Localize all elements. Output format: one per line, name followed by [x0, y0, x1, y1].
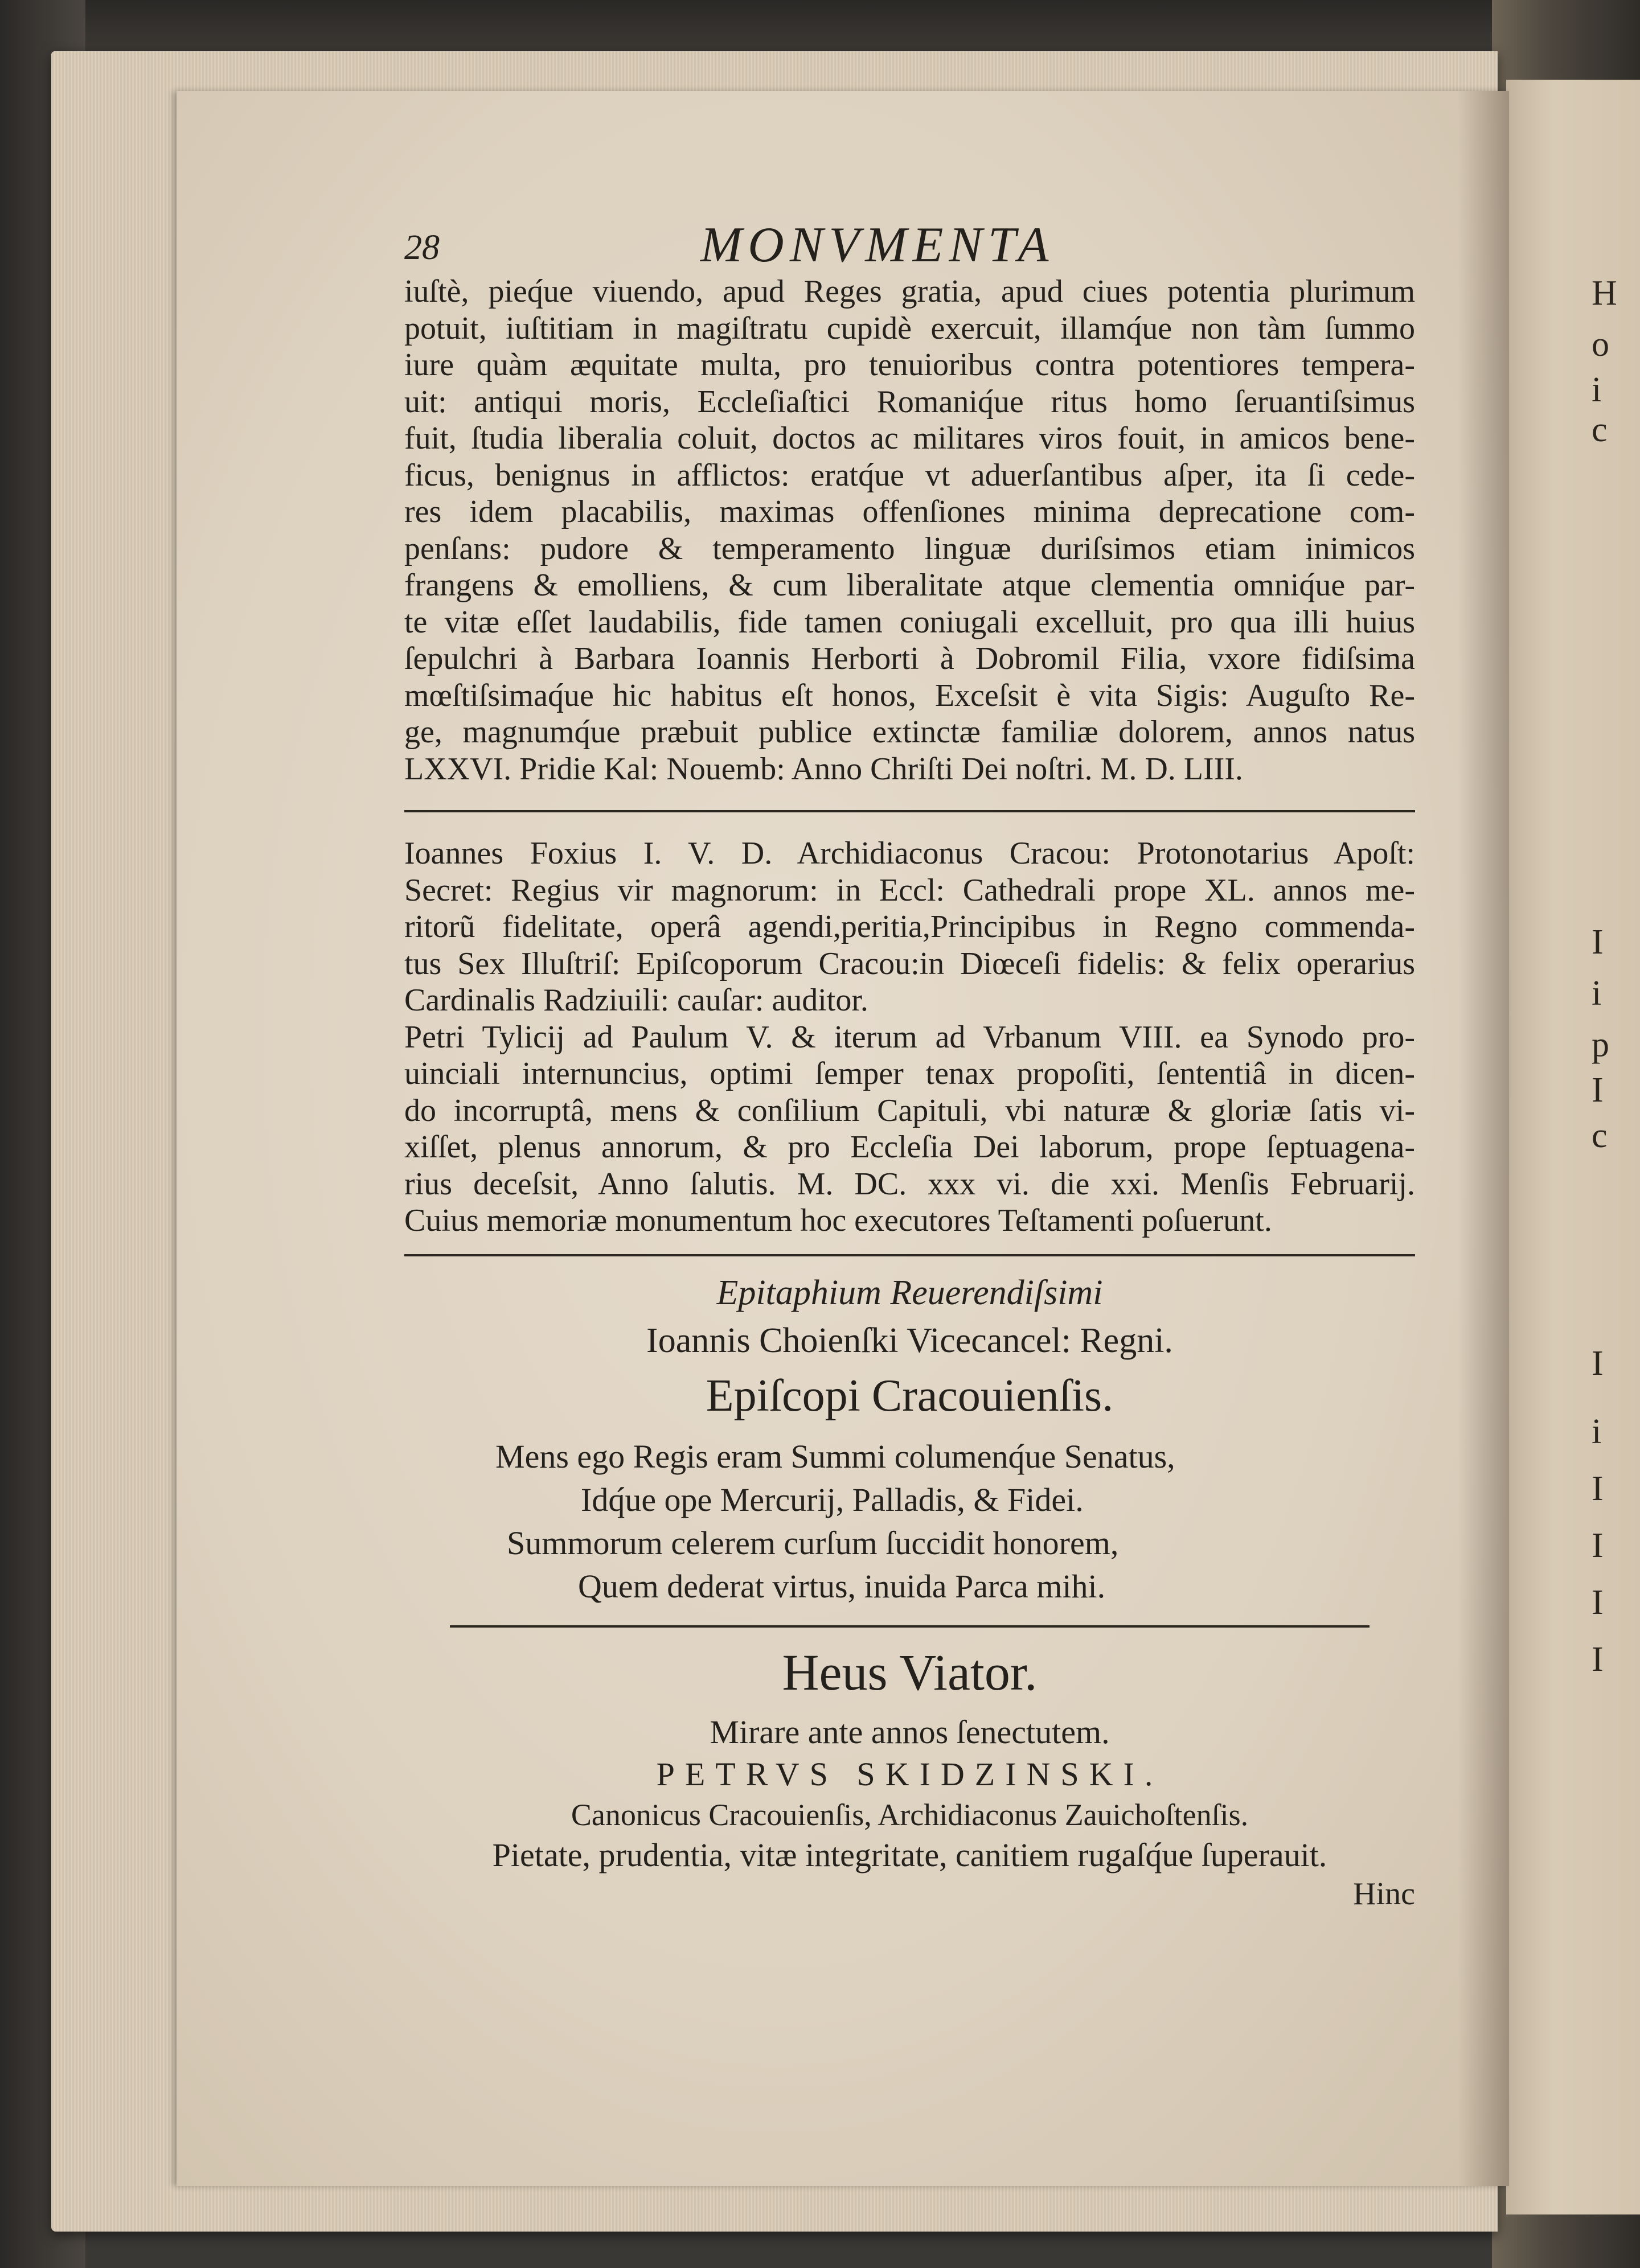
- text-line: Cardinalis Radziuili: cauſar: auditor.: [404, 983, 868, 1018]
- text-line: iure quàm æquitate multa, pro tenuioribus contra potentiores tempera-: [404, 347, 1415, 383]
- epitaph-office: Epiſcopi Cracouienſis.: [706, 1370, 1114, 1421]
- opposite-page-letter: I: [1592, 1071, 1604, 1110]
- section-rule: [450, 1625, 1370, 1628]
- text-line: xiſſet, plenus annorum, & pro Eccleſia Dei laborum, prope ſeptuagena-: [404, 1129, 1415, 1165]
- text-line: penſans: pudore & temperamento linguæ duriſsimos etiam inimicos: [404, 531, 1415, 566]
- opposite-page-letter: I: [1592, 1469, 1604, 1508]
- opposite-page-letter: I: [1592, 923, 1604, 962]
- epitaph-line: Pietate, prudentia, vitæ integritate, canitiem rugaſq́ue ſuperauit.: [492, 1836, 1327, 1873]
- opposite-page: [1506, 80, 1640, 2214]
- text-line: uinciali internuncius, optimi ſemper tenax propoſiti, ſententiâ in dicen-: [404, 1056, 1415, 1091]
- text-line: frangens & emolliens, & cum liberalitate atque clementia omniq́ue par-: [404, 568, 1415, 603]
- epitaph-heading: Heus Viator.: [782, 1644, 1038, 1701]
- page-number: 28: [404, 228, 440, 267]
- page-text-block: [404, 211, 1415, 1912]
- text-line: iuſtè, pieq́ue viuendo, apud Reges gratia, apud ciues potentia plurimum: [404, 274, 1415, 309]
- opposite-page-letter: p: [1592, 1025, 1609, 1064]
- text-line: ritorũ fidelitate, operâ agendi,peritia,Principibus in Regno commenda-: [404, 909, 1415, 944]
- gutter-shadow: [1458, 91, 1509, 2186]
- opposite-page-letter: H: [1592, 274, 1617, 313]
- text-line: tus Sex Illuſtriſ: Epiſcoporum Cracou:in Diœceſi fidelis: & felix operarius: [404, 946, 1415, 981]
- opposite-page-letter: c: [1592, 1116, 1608, 1155]
- opposite-page-letter: i: [1592, 1412, 1602, 1451]
- verse-line: Idq́ue ope Mercurij, Palladis, & Fidei.: [581, 1481, 1084, 1518]
- epitaph-verses: [404, 1435, 1415, 1608]
- epitaph-paragraph-2: [404, 835, 1415, 1239]
- text-line: ſepulchri à Barbara Ioannis Herborti à Dobromil Filia, vxore fidiſsima: [404, 641, 1415, 676]
- text-line: res idem placabilis, maximas offenſiones minima deprecatione com-: [404, 494, 1415, 529]
- verse-line: Mens ego Regis eram Summi columenq́ue Senatus,: [495, 1437, 1175, 1475]
- catchword: Hinc: [1353, 1876, 1415, 1912]
- text-line: uit: antiqui moris, Eccleſiaſtici Romaniq́ue ritus homo ſeruantiſsimus: [404, 384, 1415, 420]
- epitaph-skidzinski: [404, 1639, 1415, 1912]
- text-line: fuit, ſtudia liberalia coluit, doctos ac militares viros fouit, in amicos bene-: [404, 421, 1415, 456]
- text-line: potuit, iuſtitiam in magiſtratu cupidè exercuit, illamq́ue non tàm ſummo: [404, 310, 1415, 346]
- running-head-title: MONVMENTA: [700, 217, 1055, 273]
- running-head: [404, 211, 1415, 273]
- opposite-page-letter: I: [1592, 1344, 1604, 1383]
- epitaph-paragraph-1: [404, 273, 1415, 787]
- epitaph-title: Canonicus Cracouienſis, Archidiaconus Zauichoſtenſis.: [571, 1797, 1249, 1832]
- opposite-page-letter: i: [1592, 974, 1602, 1013]
- section-rule: [404, 810, 1415, 812]
- text-line: ficus, benignus in afflictos: eratq́ue vt aduerſantibus aſper, ita ſi cede-: [404, 457, 1415, 493]
- section-rule: [404, 1254, 1415, 1256]
- opposite-page-letter: i: [1592, 371, 1602, 409]
- verse-line: Summorum celerem curſum ſuccidit honorem,: [507, 1524, 1119, 1562]
- text-line: mœſtiſsimaq́ue hic habitus eſt honos, Exceſsit è vita Sigis: Auguſto Re-: [404, 677, 1415, 713]
- text-line: do incorruptâ, mens & conſilium Capituli, vbi naturæ & gloriæ ſatis vi-: [404, 1092, 1415, 1128]
- text-line: Cuius memoriæ monumentum hoc executores Teſtamenti poſuerunt.: [404, 1203, 1272, 1238]
- text-line: LXXVI. Pridie Kal: Nouemb: Anno Chriſti Dei noſtri. M. D. LIII.: [404, 751, 1243, 787]
- opposite-page-letter: c: [1592, 410, 1608, 449]
- opposite-page-letter: I: [1592, 1583, 1604, 1622]
- text-line: Petri Tylicij ad Paulum V. & iterum ad Vrbanum VIII. ea Synodo pro-: [404, 1019, 1415, 1055]
- epitaph-line: Mirare ante annos ſenectutem.: [710, 1713, 1110, 1751]
- epitaph-name: Ioannis Choienſki Vicecancel: Regni.: [646, 1321, 1173, 1360]
- text-line: ge, magnumq́ue præbuit publice extinctæ familiæ dolorem, annos natus: [404, 714, 1415, 750]
- text-line: rius deceſsit, Anno ſalutis. M. DC. xxx vi. die xxi. Menſis Februarij.: [404, 1166, 1415, 1202]
- opposite-page-letter: o: [1592, 325, 1609, 364]
- epitaph-name: PETRVS SKIDZINSKI.: [656, 1755, 1163, 1793]
- text-line: Ioannes Foxius I. V. D. Archidiaconus Cracou: Protonotarius Apoſt:: [404, 836, 1415, 871]
- epitaph-choienski: [404, 1269, 1415, 1608]
- verse-line: Quem dederat virtus, inuida Parca mihi.: [578, 1567, 1106, 1605]
- text-line: te vitæ eſſet laudabilis, fide tamen coniugali excelluit, pro qua illi huius: [404, 604, 1415, 640]
- opposite-page-letter: I: [1592, 1526, 1604, 1565]
- book-top-edge: [0, 0, 1640, 51]
- opposite-page-letter: I: [1592, 1640, 1604, 1679]
- epitaph-title: Epitaphium Reuerendiſsimi: [716, 1273, 1103, 1312]
- text-line: Secret: Regius vir magnorum: in Eccl: Cathedrali prope XL. annos me-: [404, 872, 1415, 908]
